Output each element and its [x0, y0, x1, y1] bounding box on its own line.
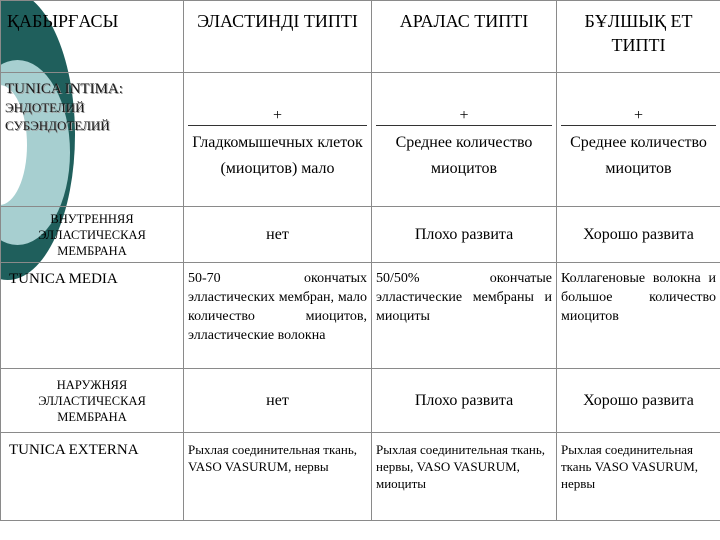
intima-title: TUNICA INTIMA:	[5, 81, 123, 97]
internal-membrane-label: ВНУТРЕННЯЯ ЭЛЛАСТИЧЕСКАЯ МЕМБРАНА	[1, 207, 184, 263]
externa-row	[1, 433, 720, 521]
externa-label: TUNICA EXTERNA	[1, 433, 184, 521]
intima-muscular-cell	[557, 73, 720, 207]
header-muscular-type: БҰЛШЫҚ ЕТ ТИПТІ	[557, 1, 720, 73]
intima-mixed-cell	[372, 73, 557, 207]
media-row	[1, 263, 720, 369]
external-membrane-mixed: Плохо развита	[372, 369, 557, 433]
plus-sign: +	[459, 107, 469, 124]
media-label: TUNICA MEDIA	[1, 263, 184, 369]
header-row	[1, 1, 720, 73]
intima-elastic-cell	[184, 73, 372, 207]
external-membrane-elastic: нет	[184, 369, 372, 433]
divider	[376, 125, 552, 126]
intima-row	[1, 73, 720, 207]
internal-membrane-muscular: Хорошо развита	[557, 207, 720, 263]
subendothelium-label: СУБЭНДОТЕЛИЙ	[5, 118, 110, 133]
externa-elastic: Рыхлая соединительная ткань, VASO VASURUM, нервы	[184, 433, 372, 521]
internal-membrane-elastic: нет	[184, 207, 372, 263]
header-wall: ҚАБЫРҒАСЫ	[1, 1, 184, 73]
intima-muscular-text: Среднее количество миоцитов	[570, 134, 707, 177]
external-membrane-muscular: Хорошо развита	[557, 369, 720, 433]
media-mixed: 50/50% окончатые элластические мембраны и миоциты	[372, 263, 557, 369]
divider	[188, 125, 367, 126]
externa-mixed: Рыхлая соединительная ткань, нервы, VASO VASURUM, миоциты	[372, 433, 557, 521]
externa-muscular: Рыхлая соединительная ткань VASO VASURUM, нервы	[557, 433, 720, 521]
intima-elastic-text: Гладкомышечных клеток (миоцитов) мало	[192, 134, 363, 177]
internal-membrane-row	[1, 207, 720, 263]
header-mixed-type: АРАЛАС ТИПТІ	[372, 1, 557, 73]
media-muscular: Коллагеновые волокна и большое количество миоцитов	[557, 263, 720, 369]
media-elastic: 50-70 окончатых элластических мембран, мало количество миоцитов, элластические волокна	[184, 263, 372, 369]
endothelium-label: ЭНДОТЕЛИЙ	[5, 100, 85, 115]
divider	[561, 125, 716, 126]
intima-label-cell	[1, 73, 184, 207]
external-membrane-row	[1, 369, 720, 433]
internal-membrane-mixed: Плохо развита	[372, 207, 557, 263]
intima-mixed-text: Среднее количество миоцитов	[395, 134, 533, 177]
plus-sign: +	[272, 107, 283, 124]
external-membrane-label: НАРУЖНЯЯ ЭЛЛАСТИЧЕСКАЯ МЕМБРАНА	[1, 369, 184, 433]
header-elastic-type: ЭЛАСТИНДІ ТИПТІ	[184, 1, 372, 73]
plus-sign: +	[633, 107, 644, 124]
